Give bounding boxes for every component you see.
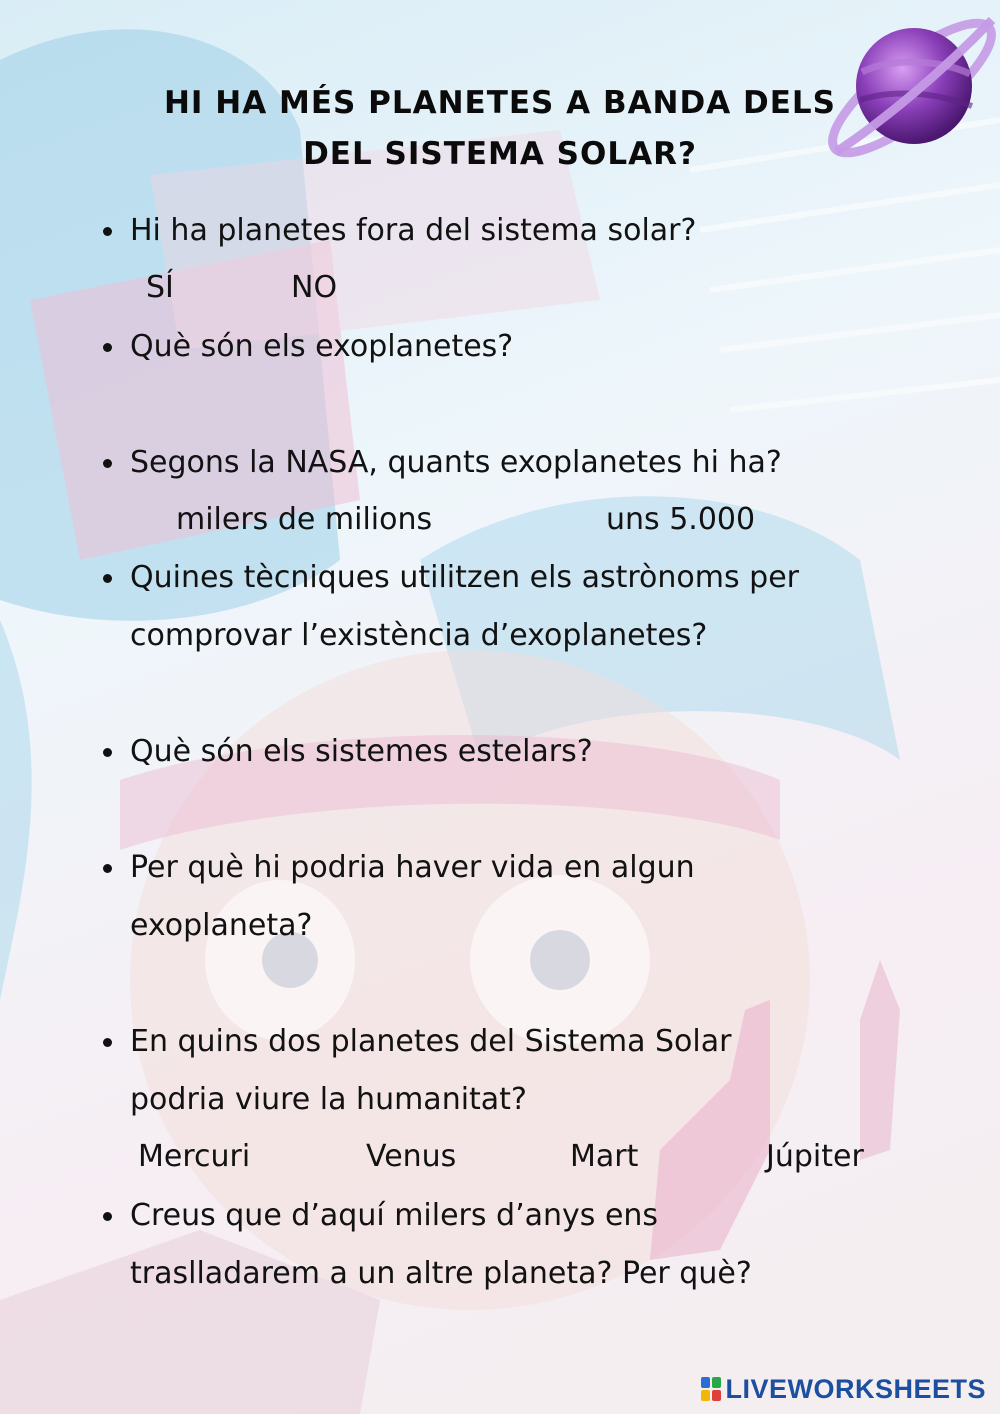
- question-1: [130, 202, 696, 260]
- option-mart[interactable]: Mart: [570, 1139, 639, 1174]
- brand-name: LIVEWORKSHEETS: [725, 1373, 986, 1404]
- question-8: [130, 1187, 752, 1303]
- option-uns-5000[interactable]: uns 5.000: [606, 502, 756, 537]
- option-venus[interactable]: Venus: [366, 1139, 457, 1174]
- question-3-line-1: Segons la NASA, quants exoplanetes hi ha?: [130, 445, 782, 480]
- option-milers-de-milions[interactable]: milers de milions: [176, 502, 433, 537]
- question-3: [130, 434, 782, 492]
- question-2: [130, 318, 513, 376]
- option-no[interactable]: NO: [291, 270, 338, 305]
- liveworksheets-logo-icon: [701, 1377, 721, 1401]
- title-line-2: DEL SISTEMA SOLAR?: [303, 136, 697, 172]
- question-7: [130, 1013, 731, 1129]
- question-7-line-1: En quins dos planetes del Sistema Solar: [130, 1024, 732, 1059]
- question-8-line-2: traslladarem a un altre planeta? Per què?: [130, 1256, 752, 1291]
- question-4-line-2: comprovar l’existència d’exoplanetes?: [130, 618, 708, 653]
- question-6: [130, 839, 695, 955]
- question-8-line-1: Creus que d’aquí milers d’anys ens: [130, 1198, 659, 1233]
- option-jupiter[interactable]: Júpiter: [766, 1139, 864, 1174]
- question-7-line-2: podria viure la humanitat?: [130, 1082, 527, 1117]
- question-1-line-1: Hi ha planetes fora del sistema solar?: [130, 213, 697, 248]
- option-si[interactable]: SÍ: [146, 270, 174, 305]
- question-6-line-2: exoplaneta?: [130, 908, 313, 943]
- question-2-line-1: Què són els exoplanetes?: [130, 329, 514, 364]
- title-line-1: HI HA MÉS PLANETES A BANDA DELS: [163, 85, 837, 121]
- question-5: [130, 723, 593, 781]
- question-5-line-1: Què són els sistemes estelars?: [130, 734, 593, 769]
- question-6-line-1: Per què hi podria haver vida en algun: [130, 850, 695, 885]
- question-4: [130, 549, 799, 665]
- option-mercuri[interactable]: Mercuri: [138, 1139, 251, 1174]
- question-4-line-1: Quines tècniques utilitzen els astrònoms per: [130, 560, 799, 595]
- page-title: [120, 78, 880, 180]
- liveworksheets-logo: [701, 1372, 986, 1406]
